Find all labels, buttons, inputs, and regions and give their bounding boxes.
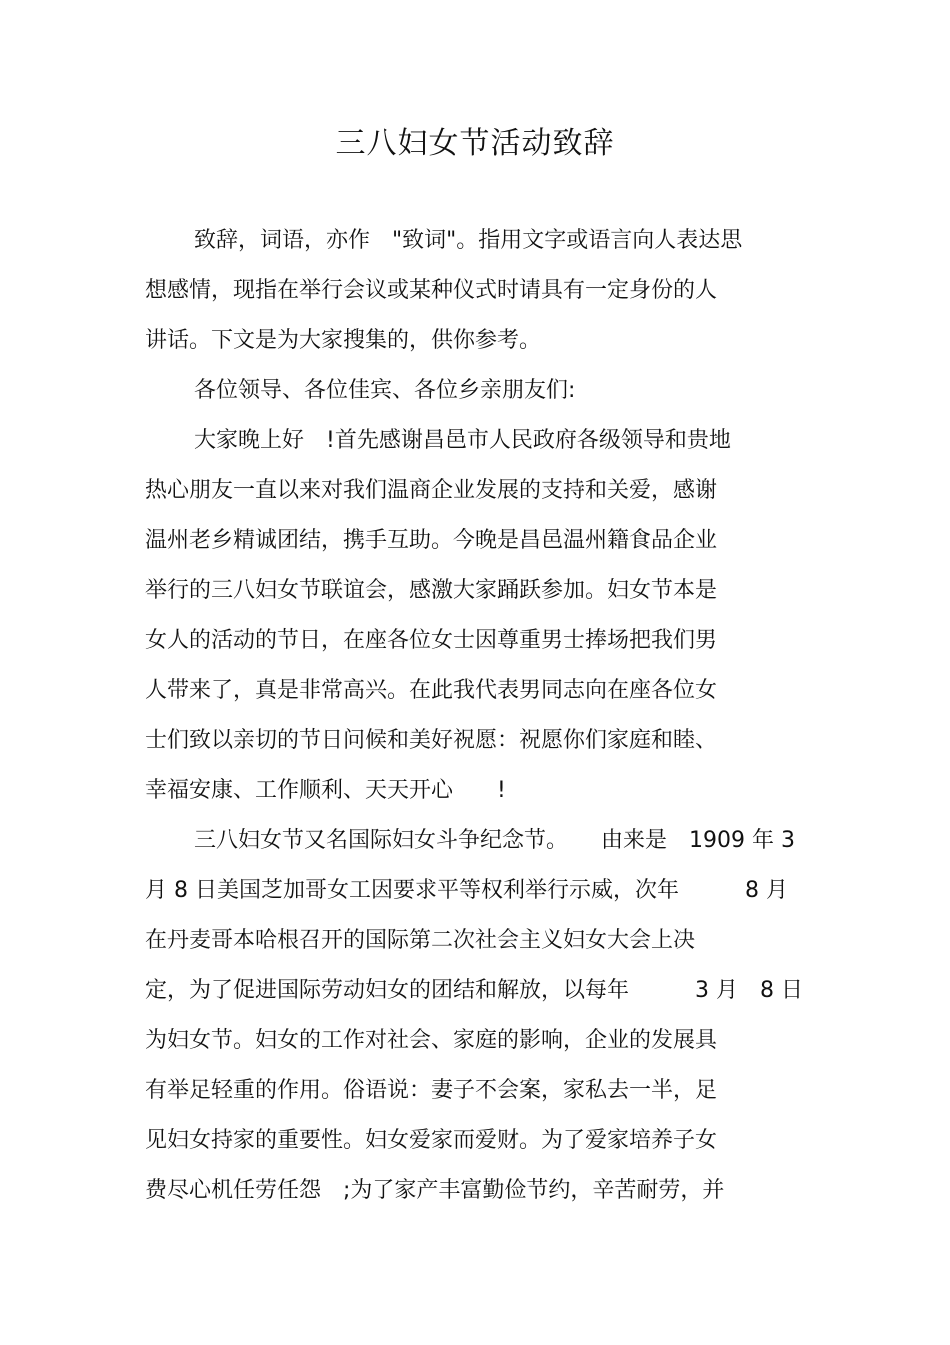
paragraph-line: 在丹麦哥本哈根召开的国际第二次社会主义妇女大会上决 — [145, 928, 696, 953]
paragraph-line: 士们致以亲切的节日问候和美好祝愿：祝愿你们家庭和睦、 — [145, 728, 718, 753]
paragraph-line: 各位领导、各位佳宾、各位乡亲朋友们: — [194, 378, 576, 403]
paragraph-line: 见妇女持家的重要性。妇女爱家而爱财。为了爱家培养子女 — [145, 1128, 718, 1153]
paragraph-line: 想感情，现指在举行会议或某种仪式时请具有一定身份的人 — [145, 278, 718, 303]
paragraph-line: 讲话。下文是为大家搜集的，供你参考。 — [145, 328, 542, 353]
paragraph-line: 大家晚上好 !首先感谢昌邑市人民政府各级领导和贵地 — [194, 428, 731, 453]
paragraph-line: 定，为了促进国际劳动妇女的团结和解放，以每年 3 月 8 日 — [145, 978, 803, 1003]
paragraph-line: 温州老乡精诚团结，携手互助。今晚是昌邑温州籍食品企业 — [145, 528, 718, 553]
paragraph-line: 有举足轻重的作用。俗语说：妻子不会案，家私去一半，足 — [145, 1078, 718, 1103]
paragraph-line: 举行的三八妇女节联谊会，感激大家踊跃参加。妇女节本是 — [145, 578, 718, 603]
paragraph-line: 为妇女节。妇女的工作对社会、家庭的影响，企业的发展具 — [145, 1028, 718, 1053]
paragraph-line: 致辞，词语，亦作 "致词"。指用文字或语言向人表达思 — [194, 228, 743, 253]
paragraph-line: 人带来了，真是非常高兴。在此我代表男同志向在座各位女 — [145, 678, 718, 703]
paragraph-line: 幸福安康、工作顺利、天天开心 ! — [145, 778, 506, 803]
paragraph-line: 三八妇女节又名国际妇女斗争纪念节。 由来是 1909 年 3 — [194, 828, 795, 853]
paragraph-line: 热心朋友一直以来对我们温商企业发展的支持和关爱，感谢 — [145, 478, 718, 503]
paragraph-line: 费尽心机任劳任怨 ;为了家产丰富勤俭节约，辛苦耐劳，并 — [145, 1178, 725, 1203]
paragraph-line: 月 8 日美国芝加哥女工因要求平等权利举行示威，次年 8 月 — [145, 878, 788, 903]
paragraph-line: 女人的活动的节日，在座各位女士因尊重男士捧场把我们男 — [145, 628, 718, 653]
document-title: 三八妇女节活动致辞 — [335, 126, 615, 161]
